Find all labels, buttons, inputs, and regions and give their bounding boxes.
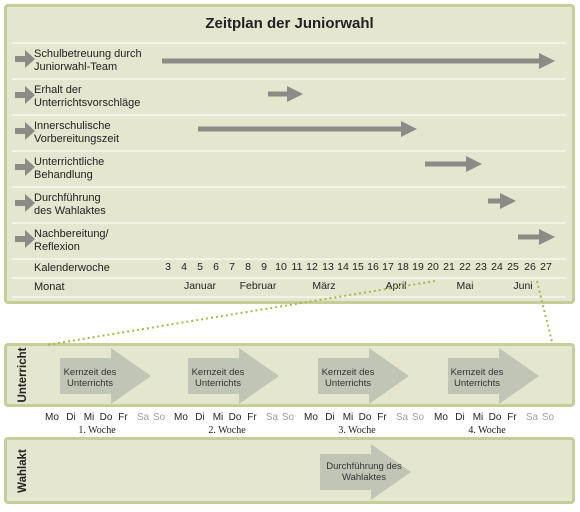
day-label: Di [325, 412, 335, 423]
month-label: Juni [513, 280, 533, 292]
day-label: Fr [377, 412, 387, 423]
kernzeit-line: Unterrichts [454, 378, 500, 389]
day-label: Mi [83, 412, 95, 423]
week-number: 7 [229, 261, 235, 273]
week-label: 3. Woche [338, 425, 376, 436]
week-label: 4. Woche [468, 425, 506, 436]
week-number: 27 [540, 261, 552, 273]
kalenderwoche-label: Kalenderwoche [34, 262, 110, 274]
week-number: 9 [261, 261, 267, 273]
week-number: 11 [291, 261, 303, 273]
kernzeit-line: Unterrichts [195, 378, 241, 389]
row-label-line: Nachbereitung/ [34, 228, 109, 240]
week-number: 20 [427, 261, 439, 273]
row-label-line: Durchführung [34, 192, 101, 204]
kernzeit-label [308, 367, 388, 389]
day-label: Do [228, 412, 242, 423]
day-label: Mo [304, 412, 318, 423]
week-number: 13 [322, 261, 334, 273]
week-number: 18 [397, 261, 409, 273]
kernzeit-line: Kernzeit des [191, 367, 245, 378]
day-label: Do [99, 412, 113, 423]
month-label: April [385, 280, 407, 292]
day-label-weekend: Sa [525, 412, 539, 423]
wahlakt-chevron-label [322, 461, 406, 483]
kernzeit-label [50, 367, 130, 389]
week-number: 22 [459, 261, 471, 273]
zoom-lines [46, 281, 552, 345]
arrow-right-icon [15, 158, 35, 176]
week-number: 17 [382, 261, 394, 273]
arrow-right-icon [15, 122, 35, 140]
arrow-right-icon [15, 194, 35, 212]
wahlakt-line: Wahlaktes [342, 472, 386, 483]
kernzeit-label [178, 367, 258, 389]
week-label: 2. Woche [208, 425, 246, 436]
week-label: 1. Woche [78, 425, 116, 436]
row-label-line: Vorbereitungszeit [34, 133, 119, 145]
row-separators [12, 43, 566, 297]
week-number: 6 [213, 261, 219, 273]
kernzeit-line: Kernzeit des [450, 367, 504, 378]
row-label-line: Unterrichtliche [34, 156, 105, 168]
timeline-arrows [162, 61, 547, 237]
row-label-line: Innerschulische [34, 120, 111, 132]
day-label: Fr [118, 412, 128, 423]
day-label: Mo [434, 412, 448, 423]
week-number: 23 [475, 261, 487, 273]
week-number: 25 [507, 261, 519, 273]
wahlakt-side-label: Wahlakt [17, 449, 29, 493]
month-label: Februar [239, 280, 277, 292]
row-label-line: Juniorwahl-Team [34, 61, 118, 73]
month-label: Januar [183, 280, 217, 292]
day-label: Mo [45, 412, 59, 423]
wahlakt-line: Durchführung des [326, 461, 402, 472]
monat-label: Monat [34, 281, 65, 293]
week-number: 24 [491, 261, 503, 273]
day-label: Di [66, 412, 76, 423]
week-number: 10 [275, 261, 287, 273]
page-title: Zeitplan der Juniorwahl [205, 15, 374, 32]
day-label: Fr [507, 412, 517, 423]
day-label: Mi [472, 412, 484, 423]
week-number: 19 [412, 261, 424, 273]
kernzeit-label [437, 367, 517, 389]
arrow-right-icon [15, 86, 35, 104]
day-label-weekend: So [152, 412, 166, 423]
day-label-weekend: Sa [265, 412, 279, 423]
day-label: Mo [174, 412, 188, 423]
month-label: März [312, 280, 336, 292]
row-label-line: Schulbetreuung durch [34, 48, 142, 60]
row-label-line: Behandlung [34, 169, 93, 181]
kernzeit-line: Kernzeit des [63, 367, 117, 378]
day-label-weekend: Sa [136, 412, 150, 423]
unterricht-side-label: Unterricht [17, 347, 29, 403]
week-number: 3 [165, 261, 171, 273]
day-label: Mi [212, 412, 224, 423]
row-label-line: Erhalt der [34, 84, 82, 96]
week-number: 14 [337, 261, 349, 273]
week-number: 16 [367, 261, 379, 273]
arrow-right-icon [15, 230, 35, 248]
week-number: 12 [306, 261, 318, 273]
row-arrow-icons [15, 50, 35, 248]
day-label-weekend: So [281, 412, 295, 423]
week-number: 4 [181, 261, 187, 273]
week-number: 5 [197, 261, 203, 273]
kernzeit-line: Unterrichts [325, 378, 371, 389]
day-label-weekend: Sa [395, 412, 409, 423]
day-label-weekend: So [411, 412, 425, 423]
day-label-weekend: So [541, 412, 555, 423]
week-number: 21 [443, 261, 455, 273]
row-label-line: Unterrichtsvorschläge [34, 97, 141, 109]
day-label: Do [358, 412, 372, 423]
week-number: 15 [352, 261, 364, 273]
day-label: Di [195, 412, 205, 423]
row-label-line: des Wahlaktes [34, 205, 106, 217]
day-label: Do [488, 412, 502, 423]
arrow-right-icon [15, 50, 35, 68]
day-label: Fr [247, 412, 257, 423]
week-number: 26 [524, 261, 536, 273]
kernzeit-line: Unterrichts [67, 378, 113, 389]
week-number: 8 [245, 261, 251, 273]
day-label: Di [455, 412, 465, 423]
day-label: Mi [342, 412, 354, 423]
month-label: Mai [456, 280, 474, 292]
row-label-line: Reflexion [34, 241, 80, 253]
kernzeit-line: Kernzeit des [321, 367, 375, 378]
